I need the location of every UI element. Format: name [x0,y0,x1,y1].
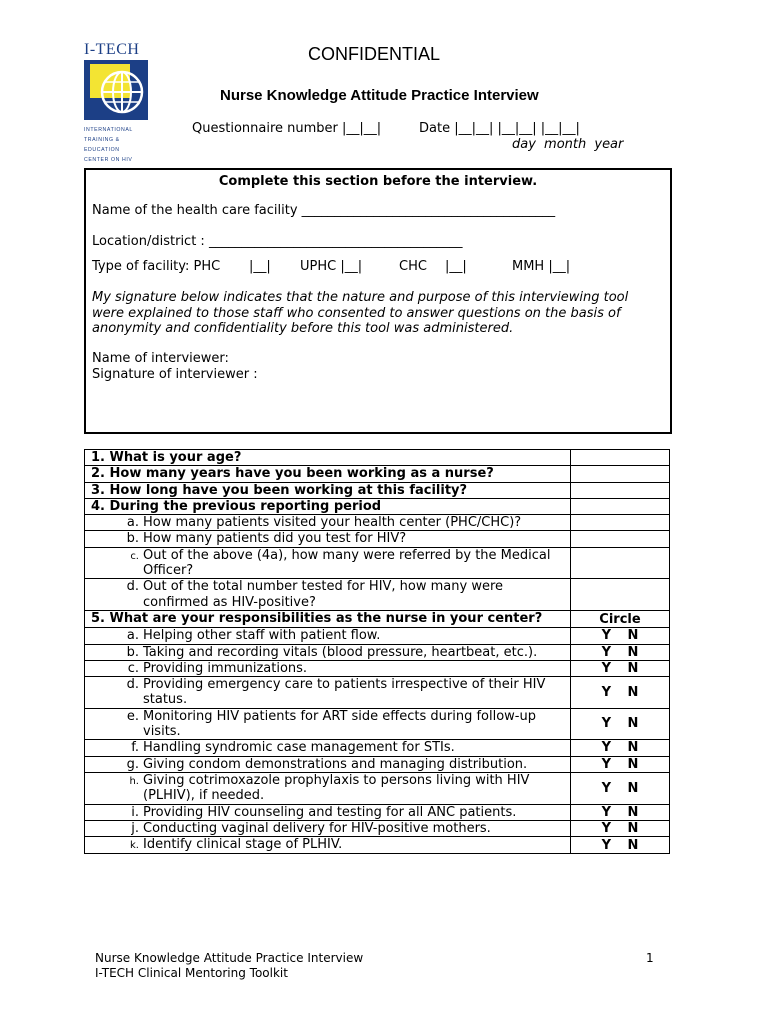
answer-cell[interactable] [571,450,670,466]
facility-type-label: Type of facility: PHC [92,259,221,274]
item-text: Taking and recording vitals (blood pressure, heartbeat, etc.). [143,644,538,660]
item-letter: f. [131,740,139,756]
table-row [85,804,670,820]
date-field[interactable]: Date |__|__| |__|__| |__|__| [419,121,580,136]
item-letter: i. [131,804,139,820]
item-letter: c. [127,660,139,676]
item-text: Out of the total number tested for HIV, how many were confirmed as HIV-positive? [143,579,504,610]
yes-no-choice[interactable] [571,677,670,709]
yes-no-choice[interactable] [571,820,670,836]
circle-header: Circle [571,610,670,627]
logo-tagline-1: INTERNATIONAL [84,127,133,133]
question-5b [85,644,571,660]
item-letter: a. [126,628,139,644]
table-row [85,628,670,644]
answer-cell[interactable] [571,547,670,579]
item-text: Out of the above (4a), how many were referred by the Medical Officer? [143,547,551,579]
item-text: Providing emergency care to patients irrespective of their HIV status. [143,677,546,708]
question-2: 2. How many years have you been working as a nurse? [85,466,571,482]
yes-no-label[interactable]: Y N [601,716,639,732]
item-letter: b. [126,644,139,660]
item-text: Providing immunizations. [143,660,308,676]
yes-no-choice[interactable] [571,644,670,660]
table-row [85,466,670,482]
table-row [85,531,670,547]
answer-cell [571,498,670,514]
question-3: 3. How long have you been working at this facility? [85,482,571,498]
question-5d [85,677,571,709]
item-text: Giving cotrimoxazole prophylaxis to persons living with HIV (PLHIV), if needed. [143,772,530,804]
mmh-checkbox[interactable]: MMH |__| [512,259,571,274]
yes-no-label[interactable]: Y N [601,820,639,836]
yes-no-choice[interactable] [571,740,670,756]
yes-no-choice[interactable] [571,837,670,854]
item-text: Helping other staff with patient flow. [143,628,381,644]
chc-label: CHC [399,259,427,274]
question-5a [85,628,571,644]
table-row [85,644,670,660]
question-5: 5. What are your responsibilities as the nurse in your center? [85,610,571,627]
yes-no-choice[interactable] [571,772,670,804]
table-row [85,677,670,709]
question-5j [85,820,571,836]
yes-no-label[interactable]: Y N [601,780,639,796]
question-5g [85,756,571,772]
table-row [85,820,670,836]
facility-name-field[interactable]: Name of the health care facility _______________________________________ [92,203,556,218]
interviewer-signature-field[interactable]: Signature of interviewer : [92,367,258,382]
yes-no-choice[interactable] [571,628,670,644]
table-row [85,610,670,627]
item-letter: a. [126,515,139,531]
item-letter: d. [126,677,139,693]
item-letter: c. [130,550,139,562]
pre-interview-section [84,168,672,434]
question-5f [85,740,571,756]
yes-no-label[interactable]: Y N [601,804,639,820]
item-text: Monitoring HIV patients for ART side effects during follow-up visits. [143,708,536,740]
table-row [85,708,670,740]
item-letter: j. [131,820,139,836]
question-4d [85,579,571,611]
question-1: 1. What is your age? [85,450,571,466]
question-4: 4. During the previous reporting period [85,498,571,514]
question-4c [85,547,571,579]
answer-cell[interactable] [571,579,670,611]
date-units-label: day month year [512,137,624,152]
phc-checkbox[interactable]: |__| [249,259,271,274]
questions-table [84,449,670,854]
item-text: How many patients did you test for HIV? [143,531,407,547]
question-5k [85,837,571,854]
question-4b [85,531,571,547]
table-row [85,772,670,804]
table-row [85,482,670,498]
table-row [85,547,670,579]
question-4a [85,515,571,531]
answer-cell[interactable] [571,466,670,482]
yes-no-label[interactable]: Y N [601,644,639,660]
item-text: How many patients visited your health center (PHC/CHC)? [143,515,522,531]
item-letter: k. [130,840,139,852]
item-letter: d. [126,579,139,595]
item-text: Providing HIV counseling and testing for all ANC patients. [143,804,517,820]
location-field[interactable]: Location/district : _______________________________________ [92,234,463,249]
item-text: Giving condom demonstrations and managing distribution. [143,756,528,772]
yes-no-label[interactable]: Y N [601,740,639,756]
question-5c [85,660,571,676]
uphc-checkbox[interactable]: UPHC |__| [300,259,363,274]
footer-toolkit: I-TECH Clinical Mentoring Toolkit [95,966,288,980]
yes-no-label[interactable]: Y N [601,837,639,853]
interviewer-name-field[interactable]: Name of interviewer: [92,351,229,366]
item-text: Handling syndromic case management for STIs. [143,740,455,756]
footer-title: Nurse Knowledge Attitude Practice Interview [95,951,364,965]
item-letter: h. [129,775,139,787]
yes-no-label[interactable]: Y N [601,628,639,644]
yes-no-choice[interactable] [571,804,670,820]
chc-checkbox[interactable]: |__| [445,259,467,274]
yes-no-label[interactable]: Y N [601,660,639,676]
logo-tagline-4: CENTER ON HIV [84,157,133,163]
yes-no-label[interactable]: Y N [601,684,639,700]
table-row [85,579,670,611]
itech-logo [84,42,148,164]
yes-no-choice[interactable] [571,708,670,740]
table-row [85,740,670,756]
table-row [85,756,670,772]
table-row [85,515,670,531]
answer-cell[interactable] [571,515,670,531]
item-letter: e. [126,708,139,724]
answer-cell[interactable] [571,531,670,547]
interviewer-block [92,351,258,383]
table-row [85,498,670,514]
question-5i [85,804,571,820]
table-row [85,660,670,676]
signature-note: My signature below indicates that the nature and purpose of this interviewing tool were explained to those staff who consented to answer questions on the basis of anonymity and confidentiality before this tool was administered. [92,290,629,336]
section-instruction: Complete this section before the interview. [218,174,538,189]
question-5h [85,772,571,804]
logo-tagline-3: EDUCATION [84,147,120,153]
question-5e [85,708,571,740]
item-letter: b. [126,531,139,547]
table-row [85,450,670,466]
yes-no-choice[interactable] [571,660,670,676]
item-text: Identify clinical stage of PLHIV. [143,837,343,853]
answer-cell[interactable] [571,482,670,498]
item-letter: g. [126,756,139,772]
globe-icon [84,60,148,120]
document-title: Nurse Knowledge Attitude Practice Interview [220,87,539,104]
page-number: 1 [646,951,654,965]
logo-tagline-2: TRAINING & [84,137,120,143]
logo-brand: I-TECH [84,41,140,58]
item-text: Conducting vaginal delivery for HIV-positive mothers. [143,820,491,836]
yes-no-choice[interactable] [571,756,670,772]
yes-no-label[interactable]: Y N [601,756,639,772]
questionnaire-number-field[interactable]: Questionnaire number |__|__| [192,121,382,136]
confidential-label: CONFIDENTIAL [308,44,441,64]
table-row [85,837,670,854]
